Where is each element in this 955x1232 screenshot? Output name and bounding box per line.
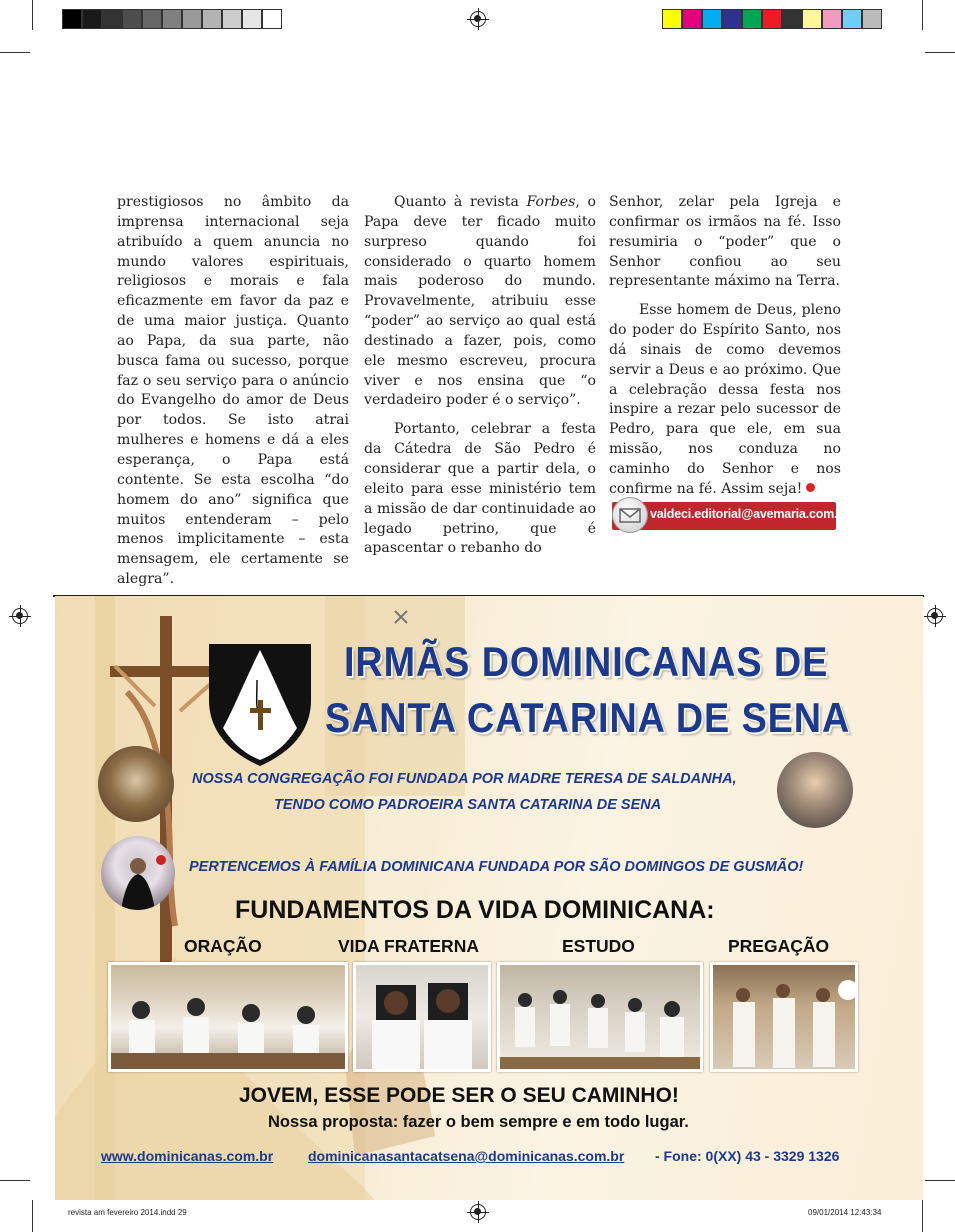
phone-number: - Fone: 0(XX) 43 - 3329 1326 — [655, 1148, 840, 1164]
registration-mark-right — [927, 608, 943, 624]
article-paragraph: prestigiosos no âmbito da imprensa internacional seja atribuído a quem anuncia no mundo valores espirituais, religiosos e morais e fala eficazmente em favor da paz e de uma maior justiça. Quanto ao Papa, da sua parte, não busca fama ou sucesso, porque faz o seu serviço para o anúncio do Evangelho do amor de Deus por todos. Se isto atrai mulheres e homens e dá a eles esperança, o Papa está contente. Se esta escolha “do homem do ano” significa que muitos entenderam – pelo menos implicitamente – esta mensagem, ele certamente se alegra”. — [117, 194, 349, 588]
crop-mark — [0, 1180, 30, 1181]
timestamp-slug: 09/01/2014 12:43:34 — [808, 1208, 882, 1217]
pillar-vida-fraterna: VIDA FRATERNA — [338, 936, 479, 956]
santa-catarina-portrait — [777, 752, 853, 828]
registration-mark-bottom — [470, 1204, 486, 1220]
article-paragraph: Esse homem de Deus, pleno do poder do Espírito Santo, nos dá sinais de como devemos servir a Deus e ao próximo. Que a celebração dessa festa nos inspire a rezar pelo sucessor de Pedro, para que ele, em sua missão, nos conduza no caminho do Senhor e nos confirme na fé. Assim seja! — [609, 302, 841, 497]
color-swatch — [662, 9, 682, 29]
pillar-oracao: ORAÇÃO — [184, 936, 262, 956]
color-swatch — [242, 9, 262, 29]
color-swatch — [62, 9, 82, 29]
color-swatch — [182, 9, 202, 29]
color-swatch — [782, 9, 802, 29]
color-swatch — [722, 9, 742, 29]
color-swatch — [202, 9, 222, 29]
registration-mark-top — [470, 11, 486, 27]
article-paragraph: Quanto à revista Forbes, o Papa deve ter ficado muito surpreso quando foi considerado o quarto homem mais poderoso do mundo. Provavelmente, atribuiu esse “poder” ao serviço ao qual está destinado a fazer, pois, como ele mesmo escreveu, procura viver e nos ensina que “o verdadeiro poder é o serviço”. — [364, 194, 596, 409]
registration-mark-left — [12, 608, 28, 624]
proposal-text: Nossa proposta: fazer o bem sempre e em todo lugar. — [268, 1113, 689, 1131]
ad-title-line-2: SANTA CATARINA DE SENA — [325, 694, 851, 741]
sao-domingos-portrait — [101, 836, 175, 910]
color-swatch — [822, 9, 842, 29]
article-paragraph: Portanto, celebrar a festa da Cátedra de São Pedro é considerar que a partir dela, o eleito para esse ministério tem a missão de dar continuidade ao legado petrino, que é apascentar o rebanho do — [364, 421, 596, 557]
color-swatch — [862, 9, 882, 29]
dominican-shield-emblem — [205, 640, 315, 768]
estudo-photo — [497, 962, 703, 1072]
founded-text-line-2: TENDO COMO PADROEIRA SANTA CATARINA DE SENA — [274, 797, 662, 813]
end-mark-icon — [806, 483, 815, 492]
color-swatch — [162, 9, 182, 29]
call-to-action: JOVEM, ESSE PODE SER O SEU CAMINHO! — [239, 1084, 679, 1107]
vida-fraterna-photo — [353, 962, 491, 1072]
madre-teresa-portrait — [98, 746, 174, 822]
pregacao-photo — [710, 962, 858, 1072]
crop-mark — [922, 1200, 923, 1232]
crop-mark — [32, 0, 33, 30]
article-column-2 — [364, 193, 596, 559]
color-swatch — [742, 9, 762, 29]
oracao-photo — [108, 962, 348, 1072]
pillar-pregacao: PREGAÇÃO — [728, 936, 830, 956]
color-swatch — [702, 9, 722, 29]
color-swatch — [102, 9, 122, 29]
color-swatch — [222, 9, 242, 29]
crop-mark — [32, 1200, 33, 1232]
color-swatch — [682, 9, 702, 29]
crop-mark — [925, 1180, 955, 1181]
fundamentos-heading: FUNDAMENTOS DA VIDA DOMINICANA: — [235, 896, 715, 924]
color-swatch — [122, 9, 142, 29]
advertisement — [55, 596, 923, 1200]
envelope-icon — [612, 497, 648, 533]
contact-email-link[interactable]: dominicanasantacatsena@dominicanas.com.br — [308, 1148, 625, 1164]
website-link[interactable]: www.dominicanas.com.br — [101, 1148, 274, 1164]
color-swatch — [802, 9, 822, 29]
dominican-family-text: PERTENCEMOS À FAMÍLIA DOMINICANA FUNDADA POR SÃO DOMINGOS DE GUSMÃO! — [189, 859, 804, 875]
author-email-link[interactable]: valdeci.editorial@avemaria.com.br — [650, 507, 850, 521]
crop-mark — [0, 52, 30, 53]
color-swatch — [82, 9, 102, 29]
color-swatch — [762, 9, 782, 29]
article-paragraph: Senhor, zelar pela Igreja e confirmar os irmãos na fé. Isso resumiria o “poder” que o Senhor confiou ao seu representante máximo na Terra. — [609, 194, 841, 290]
gray-swatch-bar — [62, 9, 282, 29]
crop-mark — [925, 52, 955, 53]
pillar-estudo: ESTUDO — [562, 936, 635, 956]
color-swatch — [262, 9, 282, 29]
color-swatch — [842, 9, 862, 29]
file-slug: revista am fevereiro 2014.indd 29 — [68, 1208, 187, 1217]
founded-text-line-1: NOSSA CONGREGAÇÃO FOI FUNDADA POR MADRE TERESA DE SALDANHA, — [192, 771, 737, 787]
ad-title-line-1: IRMÃS DOMINICANAS DE — [344, 638, 829, 685]
crop-mark — [922, 0, 923, 30]
color-swatch — [142, 9, 162, 29]
article-column-1 — [117, 193, 349, 590]
article-column-3 — [609, 193, 841, 500]
color-swatch-bar — [662, 9, 882, 29]
